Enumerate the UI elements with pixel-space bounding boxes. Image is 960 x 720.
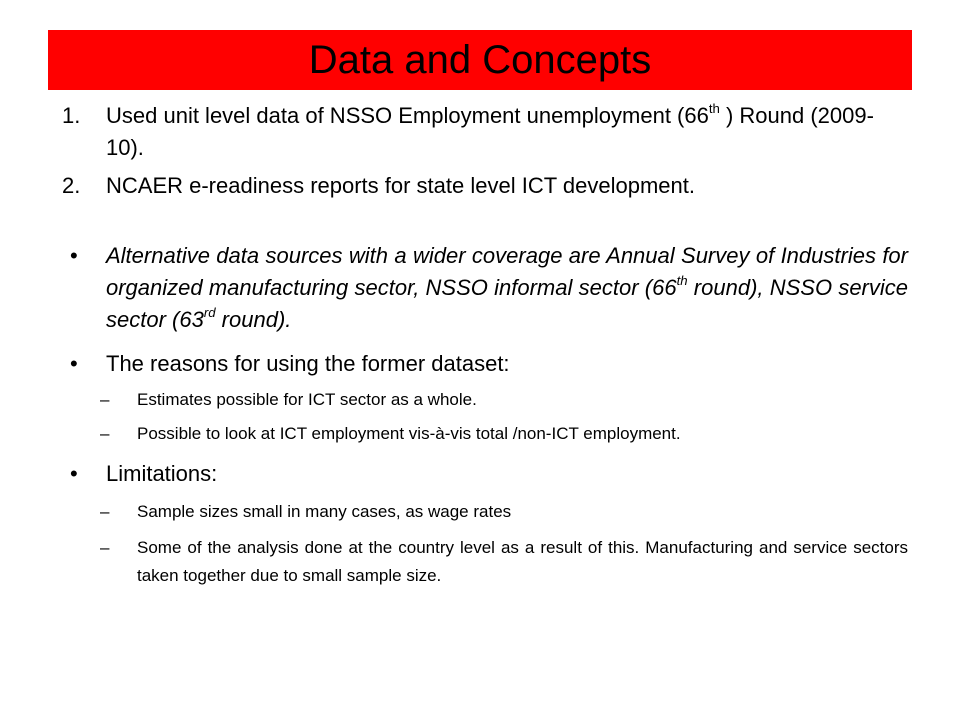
sub-item-text: Some of the analysis done at the country level as a result of this. Manufacturing and service sectors taken together due to small sample size. — [137, 538, 908, 585]
number-marker: 1. — [62, 103, 81, 128]
sub-item-limitation-2 — [62, 534, 908, 590]
dash-marker: – — [100, 538, 110, 557]
numbered-item-2 — [62, 170, 908, 202]
item-text: Used unit level data of NSSO Employment unemployment (66th ) Round (2009-10). — [106, 101, 874, 160]
numbered-item-1 — [62, 100, 908, 164]
item-text: The reasons for using the former dataset: — [106, 351, 510, 376]
title-bar — [48, 30, 912, 90]
sub-item-text: Sample sizes small in many cases, as wage rates — [137, 502, 512, 521]
sub-item-reason-1 — [62, 386, 908, 414]
bullet-alternative-sources — [62, 240, 908, 336]
item-text: NCAER e-readiness reports for state level ICT development. — [106, 173, 695, 198]
sub-item-text: Estimates possible for ICT sector as a whole. — [137, 390, 477, 409]
bullet-marker: • — [70, 243, 78, 268]
dash-marker: – — [100, 424, 110, 443]
bullet-marker: • — [70, 461, 78, 486]
item-text: Alternative data sources with a wider coverage are Annual Survey of Industries for organized manufacturing sector, NSSO informal sector (66th round), NSSO service sector (63rd round). — [106, 243, 909, 332]
bullet-limitations — [62, 458, 908, 490]
dash-marker: – — [100, 390, 110, 409]
slide-title: Data and Concepts — [308, 38, 652, 82]
dash-marker: – — [100, 502, 110, 521]
sub-item-limitation-1 — [62, 498, 908, 526]
sub-item-reason-2 — [62, 420, 908, 448]
sub-item-text: Possible to look at ICT employment vis-à-vis total /non-ICT employment. — [137, 424, 681, 443]
slide-content — [62, 98, 908, 590]
bullet-reasons — [62, 348, 908, 380]
item-text: Limitations: — [106, 461, 218, 486]
bullet-marker: • — [70, 351, 78, 376]
number-marker: 2. — [62, 173, 81, 198]
